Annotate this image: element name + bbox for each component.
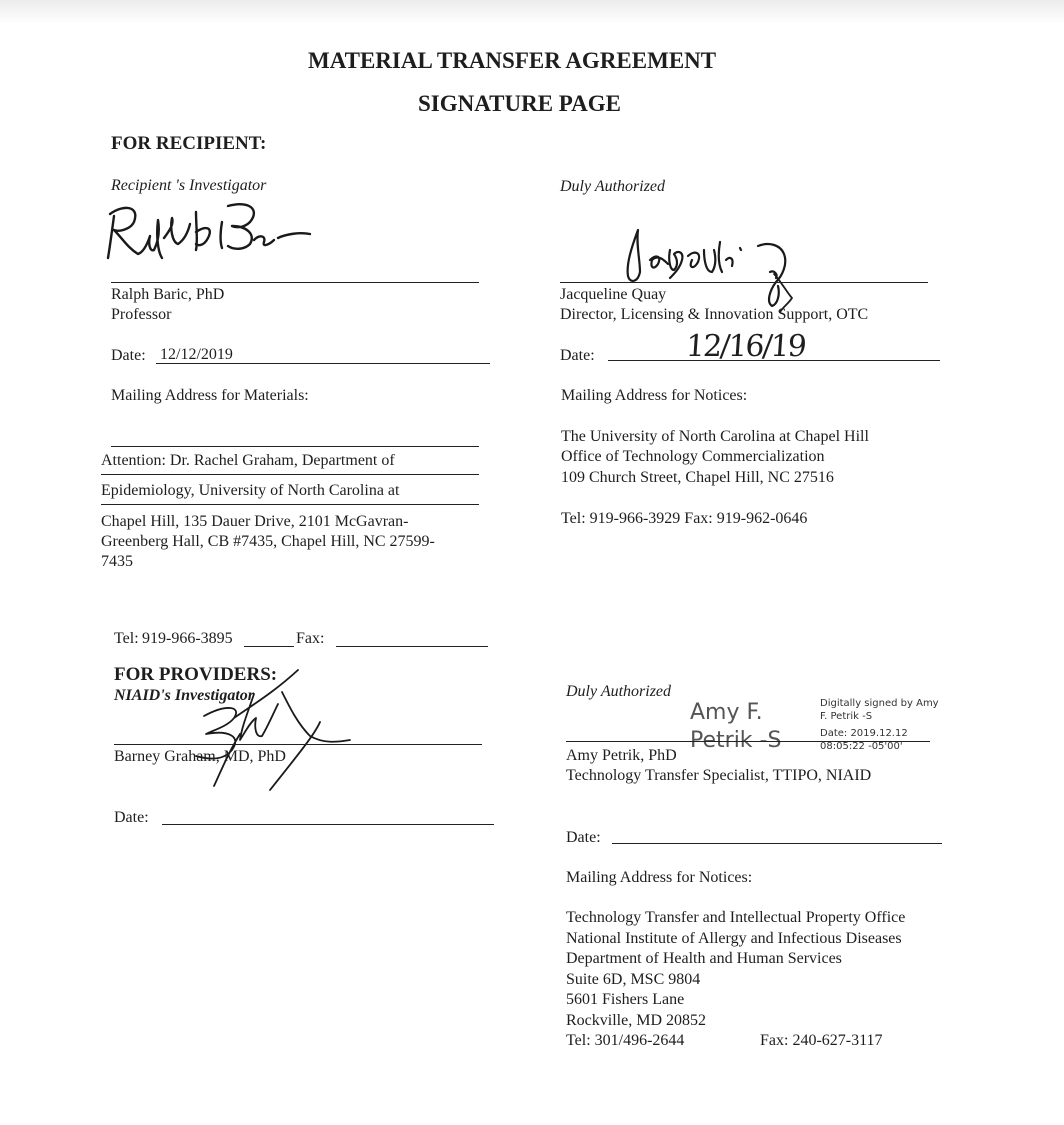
digital-signature-note-3: Date: 2019.12.12 bbox=[820, 728, 908, 739]
recipient-heading: FOR RECIPIENT: bbox=[111, 133, 267, 154]
recipient-authorized-date-line bbox=[608, 360, 940, 361]
document-subtitle: SIGNATURE PAGE bbox=[418, 91, 621, 116]
jacqueline-quay-signature bbox=[608, 220, 828, 320]
recipient-investigator-title: Professor bbox=[111, 306, 172, 323]
recipient-investigator-role: Recipient 's Investigator bbox=[111, 177, 267, 194]
provider-notices-line: National Institute of Allergy and Infectious Diseases bbox=[566, 930, 902, 947]
provider-authorized-signature-line bbox=[566, 741, 930, 742]
recipient-authorized-title: Director, Licensing & Innovation Support, OTC bbox=[560, 306, 869, 323]
document-title: MATERIAL TRANSFER AGREEMENT bbox=[308, 48, 717, 73]
barney-graham-signature bbox=[170, 664, 380, 794]
materials-address-line: Chapel Hill, 135 Dauer Drive, 2101 McGavran- bbox=[101, 513, 409, 530]
materials-tel-value: 919-966-3895 bbox=[142, 630, 233, 647]
materials-fax-label: Fax: bbox=[296, 630, 325, 647]
page-top-shadow bbox=[0, 0, 1064, 24]
provider-notices-fax: Fax: 240-627-3117 bbox=[760, 1032, 883, 1049]
recipient-investigator-date-line bbox=[156, 363, 490, 364]
materials-address-line-2 bbox=[101, 504, 479, 505]
provider-authorized-title: Technology Transfer Specialist, TTIPO, NIAID bbox=[566, 767, 872, 784]
provider-authorized-role: Duly Authorized bbox=[566, 683, 672, 700]
providers-heading: FOR PROVIDERS: bbox=[114, 664, 278, 685]
provider-authorized-date-label: Date: bbox=[566, 829, 601, 846]
notices-address-line: 109 Church Street, Chapel Hill, NC 27516 bbox=[561, 469, 834, 486]
materials-address-line: 7435 bbox=[101, 553, 133, 570]
digital-signature-note-1: Digitally signed by Amy bbox=[820, 698, 939, 709]
recipient-authorized-name: Jacqueline Quay bbox=[560, 286, 667, 303]
notices-address-label: Mailing Address for Notices: bbox=[561, 387, 748, 404]
recipient-investigator-date-label: Date: bbox=[111, 347, 146, 364]
materials-address-line-0 bbox=[111, 446, 479, 447]
recipient-authorized-role: Duly Authorized bbox=[560, 178, 666, 195]
materials-address-line: Greenberg Hall, CB #7435, Chapel Hill, NC 27599- bbox=[101, 533, 435, 550]
provider-authorized-name: Amy Petrik, PhD bbox=[566, 747, 677, 764]
materials-address-line: Attention: Dr. Rachel Graham, Department of bbox=[101, 452, 395, 469]
provider-authorized-date-line bbox=[612, 843, 942, 844]
provider-notices-label: Mailing Address for Notices: bbox=[566, 869, 753, 886]
notices-address-line: The University of North Carolina at Chapel Hill bbox=[561, 428, 869, 445]
recipient-authorized-signature-line bbox=[560, 282, 928, 283]
recipient-authorized-date-value: 12/16/19 bbox=[684, 329, 807, 364]
materials-address-line: Epidemiology, University of North Carolina at bbox=[101, 482, 400, 499]
notices-phones: Tel: 919-966-3929 Fax: 919-962-0646 bbox=[561, 510, 808, 527]
materials-tel-line bbox=[244, 646, 294, 647]
provider-investigator-date-label: Date: bbox=[114, 809, 149, 826]
digital-signature-name-line-1: Amy F. bbox=[690, 700, 763, 725]
recipient-authorized-date-label: Date: bbox=[560, 347, 595, 364]
digital-signature-name-line-2: Petrik -S bbox=[690, 728, 782, 753]
ralph-baric-signature bbox=[104, 196, 324, 270]
materials-address-label: Mailing Address for Materials: bbox=[111, 387, 309, 404]
materials-fax-line bbox=[336, 646, 488, 647]
recipient-investigator-signature-line bbox=[111, 282, 479, 283]
materials-tel-label: Tel: bbox=[114, 630, 139, 647]
recipient-investigator-date-value: 12/12/2019 bbox=[160, 346, 233, 363]
digital-signature-note-4: 08:05:22 -05'00' bbox=[820, 741, 903, 752]
provider-investigator-date-line bbox=[162, 824, 494, 825]
provider-notices-line: 5601 Fishers Lane bbox=[566, 991, 685, 1008]
notices-address-line: Office of Technology Commercialization bbox=[561, 448, 825, 465]
provider-investigator-role: NIAID's Investigator bbox=[114, 687, 255, 704]
provider-notices-line: Rockville, MD 20852 bbox=[566, 1012, 706, 1029]
provider-notices-line: Technology Transfer and Intellectual Property Office bbox=[566, 909, 906, 926]
recipient-investigator-name: Ralph Baric, PhD bbox=[111, 286, 225, 303]
provider-investigator-name: Barney Graham, MD, PhD bbox=[114, 748, 286, 765]
provider-notices-line: Department of Health and Human Services bbox=[566, 950, 842, 967]
provider-notices-line: Suite 6D, MSC 9804 bbox=[566, 971, 701, 988]
provider-investigator-signature-line bbox=[114, 744, 482, 745]
digital-signature-note-2: F. Petrik -S bbox=[820, 711, 873, 722]
materials-address-line-1 bbox=[101, 474, 479, 475]
provider-notices-tel: Tel: 301/496-2644 bbox=[566, 1032, 685, 1049]
